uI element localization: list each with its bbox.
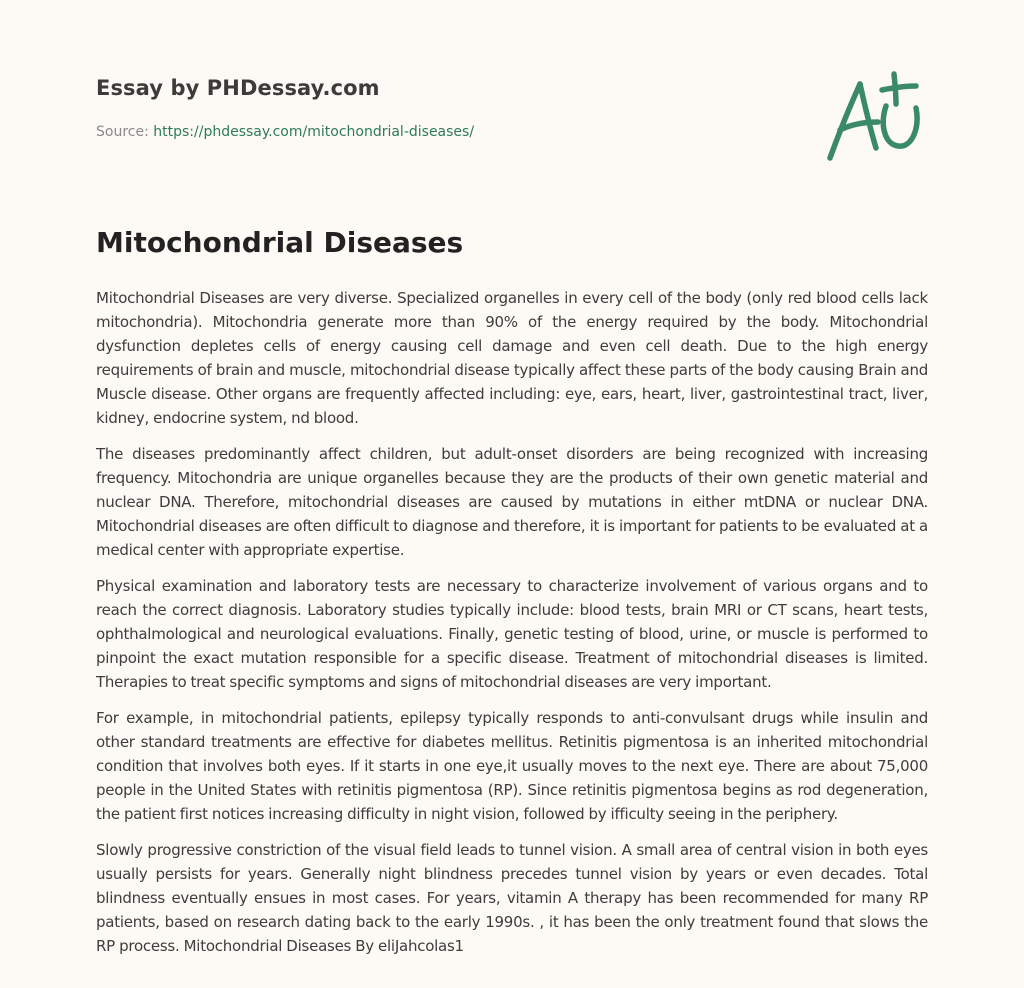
site-brand: Essay by PHDessay.com: [96, 76, 380, 100]
essay-paragraph: Mitochondrial Diseases are very diverse. Specialized organelles in every cell of the body (only red blood cells lack mitochondria). Mitochondria generate more than 90% of the energy required by the body. Mitochondrial dysfunction depletes cells of energy causing cell damage and even cell death. Due to the high energy requirements of brain and muscle, mitochondrial disease typically affect these parts of the body causing Brain and Muscle disease. Other organs are frequently affected including: eye, ears, heart, liver, gastrointestinal tract, liver, kidney, endocrine system, nd blood.: [96, 289, 928, 427]
essay-body: [96, 286, 928, 970]
source-line: [96, 124, 474, 140]
essay-paragraph: Slowly progressive constriction of the visual field leads to tunnel vision. A small area of central vision in both eyes usually persists for years. Generally night blindness precedes tunnel vision by years or even decades. Total blindness eventually ensues in most cases. For years, vitamin A therapy has been recommended for many RP patients, based on research dating back to the early 1990s. , it has been the only treatment found that slows the RP process. Mitochondrial Diseases By eliJahcolas1: [96, 841, 928, 955]
essay-paragraph: Physical examination and laboratory tests are necessary to characterize involvement of various organs and to reach the correct diagnosis. Laboratory studies typically include: blood tests, brain MRI or CT scans, heart tests, ophthalmological and neurological evaluations. Finally, genetic testing of blood, urine, or muscle is performed to pinpoint the exact mutation responsible for a specific disease. Treatment of mitochondrial diseases is limited. Therapies to treat specific symptoms and signs of mitochondrial diseases are very important.: [96, 577, 928, 691]
essay-title: Mitochondrial Diseases: [96, 226, 464, 259]
source-label: Source:: [96, 124, 154, 140]
source-link[interactable]: https://phdessay.com/mitochondrial-diseases/: [153, 124, 475, 140]
essay-paragraph: The diseases predominantly affect children, but adult-onset disorders are being recognized with increasing frequency. Mitochondria are unique organelles because they are the products of their own genetic material and nuclear DNA. Therefore, mitochondrial diseases are caused by mutations in either mtDNA or nuclear DNA. Mitochondrial diseases are often difficult to diagnose and therefore, it is important for patients to be evaluated at a medical center with appropriate expertise.: [96, 445, 928, 559]
a-plus-grade-icon: [820, 66, 930, 166]
essay-paragraph: For example, in mitochondrial patients, epilepsy typically responds to anti-convulsant drugs while insulin and other standard treatments are effective for diabetes mellitus. Retinitis pigmentosa is an inherited mitochondrial condition that involves both eyes. If it starts in one eye,it usually moves to the next eye. There are about 75,000 people in the United States with retinitis pigmentosa (RP). Since retinitis pigmentosa begins as rod degeneration, the patient first notices increasing difficulty in night vision, followed by ifficulty seeing in the periphery.: [96, 709, 928, 823]
